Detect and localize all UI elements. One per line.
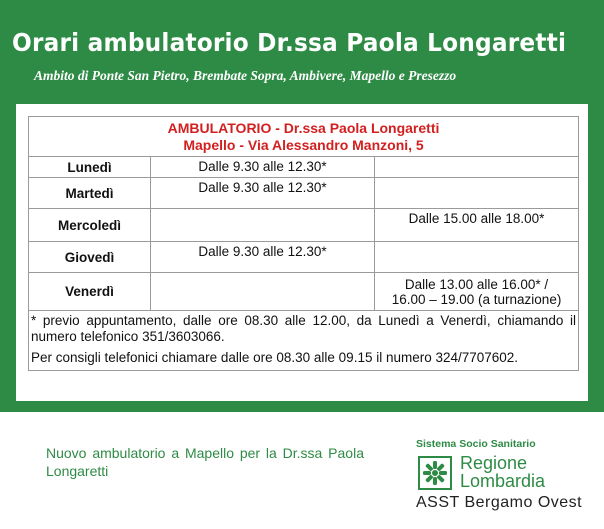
notes-cell — [29, 311, 579, 371]
afternoon-line-2: 16.00 – 19.00 (a turnazione) — [391, 291, 562, 307]
morning-cell: Dalle 9.30 alle 12.30* — [151, 178, 375, 209]
table-header-row — [29, 117, 579, 157]
schedule-card — [16, 104, 588, 401]
logo-asst-text: ASST Bergamo Ovest — [416, 494, 583, 511]
clinic-heading — [29, 117, 579, 157]
morning-cell — [151, 273, 375, 311]
table-row — [29, 178, 579, 209]
page-title: Orari ambulatorio Dr.ssa Paola Longaretti — [12, 28, 567, 57]
logo-region-line1: Regione — [460, 453, 528, 473]
day-cell: Mercoledì — [29, 209, 151, 242]
morning-cell: Dalle 9.30 alle 12.30* — [151, 242, 375, 273]
day-cell: Martedì — [29, 178, 151, 209]
appointment-note: * previo appuntamento, dalle ore 08.30 alle 12.00, da Lunedì a Venerdì, chiamando il numero telefonico 351/3603066. — [31, 313, 577, 344]
page-subtitle: Ambito di Ponte San Pietro, Brembate Sopra, Ambivere, Mapello e Presezzo — [34, 68, 457, 83]
afternoon-cell: Dalle 15.00 alle 18.00* — [375, 209, 579, 242]
clinic-name: AMBULATORIO - Dr.ssa Paola Longaretti — [167, 119, 440, 136]
day-cell: Venerdì — [29, 273, 151, 311]
day-cell: Lunedì — [29, 157, 151, 178]
afternoon-cell — [375, 178, 579, 209]
logo-region-line2: Lombardia — [460, 471, 546, 491]
afternoon-line-1: Dalle 13.00 alle 16.00* / — [404, 276, 549, 292]
table-row — [29, 242, 579, 273]
table-row — [29, 157, 579, 178]
lombardia-rose-icon — [418, 456, 452, 490]
clinic-address: Mapello - Via Alessandro Manzoni, 5 — [183, 136, 424, 153]
table-row — [29, 273, 579, 311]
morning-cell: Dalle 9.30 alle 12.30* — [151, 157, 375, 178]
morning-cell — [151, 209, 375, 242]
afternoon-cell — [375, 273, 579, 311]
day-cell: Giovedì — [29, 242, 151, 273]
notes-row — [29, 311, 579, 371]
afternoon-cell — [375, 242, 579, 273]
footer-announcement: Nuovo ambulatorio a Mapello per la Dr.ssa Paola Longaretti — [46, 445, 364, 479]
logo-system-text: Sistema Socio Sanitario — [416, 438, 536, 450]
schedule-table — [28, 116, 579, 371]
afternoon-cell — [375, 157, 579, 178]
phone-advice-note: Per consigli telefonici chiamare dalle ore 08.30 alle 09.15 il numero 324/7707602. — [31, 350, 519, 365]
asst-logo — [414, 438, 594, 518]
table-row — [29, 209, 579, 242]
